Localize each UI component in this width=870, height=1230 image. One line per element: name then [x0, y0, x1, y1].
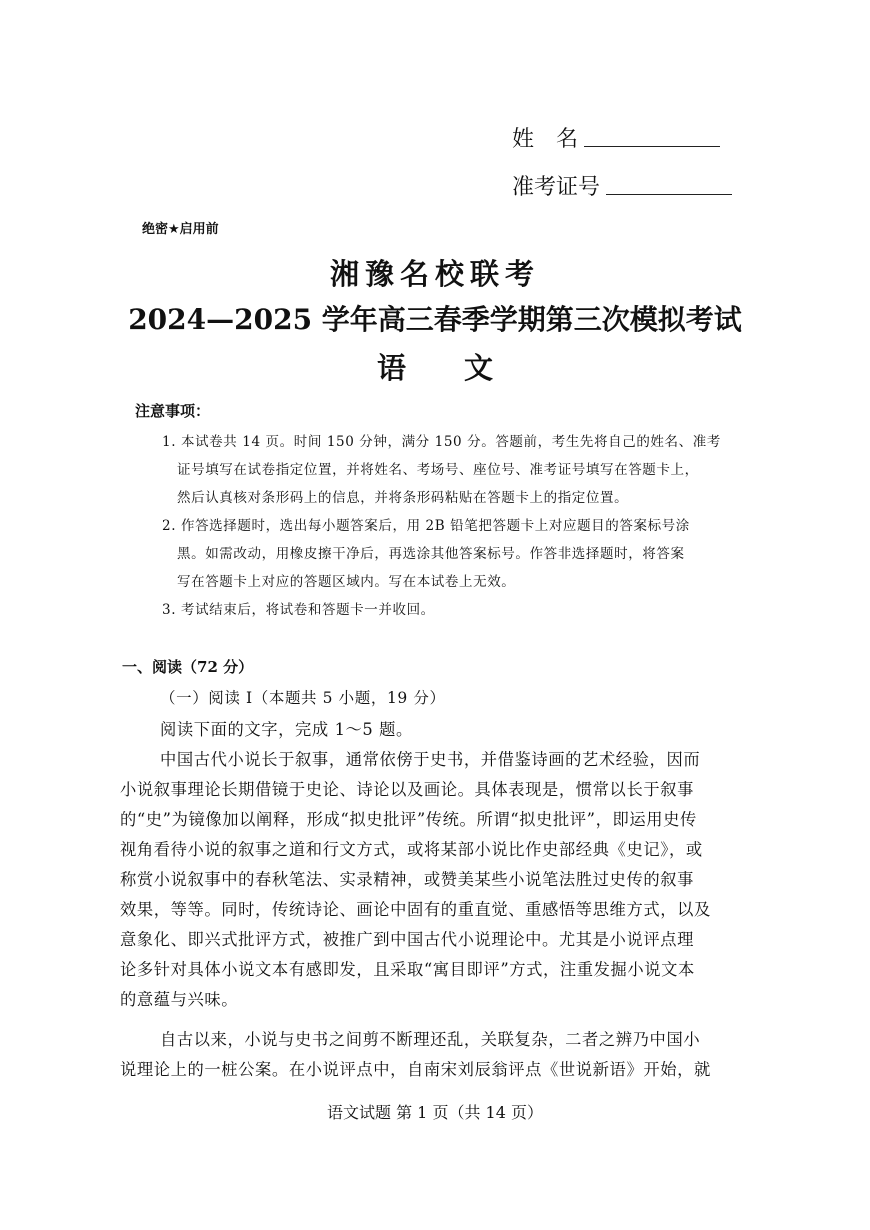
passage-line: 视角看待小说的叙事之道和行文方式，或将某部小说比作史部经典《史记》，或 [120, 840, 703, 859]
exam-id-field [512, 170, 732, 201]
passage-line: 的“史”为镜像加以阐释，形成“拟史批评”传统。所谓“拟史批评”，即运用史传 [120, 810, 697, 829]
section-heading: 一、阅读（72 分） [122, 658, 254, 676]
secret-mark: 绝密★启用前 [142, 222, 219, 237]
instruction: 阅读下面的文字，完成 1～5 题。 [160, 720, 413, 739]
name-label: 姓 名 [512, 127, 579, 152]
passage-line: 论多针对具体小说文本有感即发，且采取“寓目即评”方式，注重发掘小说文本 [120, 960, 695, 979]
exam-subtitle: 2024—2025 学年高三春季学期第三次模拟考试 [128, 303, 742, 336]
passage-line: 的意蕴与兴味。 [120, 990, 239, 1009]
note-line: 1. 本试卷共 14 页。时间 150 分钟，满分 150 分。答题前，考生先将自己的姓名、准考 [162, 434, 721, 450]
note-line: 写在答题卡上对应的答题区域内。写在本试卷上无效。 [177, 574, 516, 590]
note-line: 3. 考试结束后，将试卷和答题卡一并收回。 [162, 602, 435, 618]
note-line: 然后认真核对条形码上的信息，并将条形码粘贴在答题卡上的指定位置。 [177, 490, 629, 506]
note-line: 2. 作答选择题时，选出每小题答案后，用 2B 铅笔把答题卡上对应题目的答案标号涂 [162, 518, 690, 534]
page-footer: 语文试题 第 1 页（共 14 页） [327, 1103, 543, 1122]
sub-heading: （一）阅读 I（本题共 5 小题，19 分） [160, 689, 446, 707]
note-line: 证号填写在试卷指定位置，并将姓名、考场号、座位号、准考证号填写在答题卡上， [177, 462, 699, 478]
passage-line: 说理论上的一桩公案。在小说评点中，自南宋刘辰翁评点《世说新语》开始，就 [120, 1060, 711, 1079]
passage-line: 称赏小说叙事中的春秋笔法、实录精神，或赞美某些小说笔法胜过史传的叙事 [120, 870, 694, 889]
passage-line: 效果，等等。同时，传统诗论、画论中固有的重直觉、重感悟等思维方式，以及 [120, 900, 711, 919]
passage-line: 中国古代小说长于叙事，通常依傍于史书，并借鉴诗画的艺术经验，因而 [160, 750, 701, 769]
passage-line: 意象化、即兴式批评方式，被推广到中国古代小说理论中。尤其是小说评点理 [120, 930, 694, 949]
subject-title: 语 文 [376, 351, 493, 385]
notes-heading: 注意事项： [135, 402, 211, 420]
passage-line: 自古以来，小说与史书之间剪不断理还乱，关联复杂，二者之辨乃中国小 [160, 1030, 701, 1049]
exam-id-blank [606, 193, 732, 195]
note-line: 黑。如需改动，用橡皮擦干净后，再选涂其他答案标号。作答非选择题时，将答案 [177, 546, 685, 562]
name-blank [584, 145, 720, 147]
passage-line: 小说叙事理论长期借镜于史论、诗论以及画论。具体表现是，惯常以长于叙事 [120, 780, 694, 799]
exam-id-label: 准考证号 [512, 175, 601, 200]
exam-title: 湘豫名校联考 [329, 257, 540, 291]
name-field [512, 122, 720, 153]
